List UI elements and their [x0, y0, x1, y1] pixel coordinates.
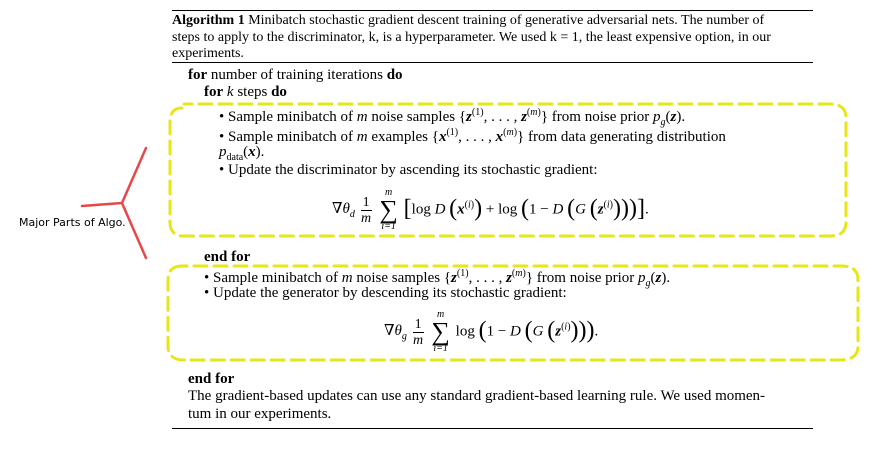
algorithm-caption-line3: experiments.: [172, 46, 244, 61]
gen-step-2: • Update the generator by descending its stochastic gradient:: [204, 285, 567, 301]
for-inner-line: for k steps do: [204, 84, 287, 100]
caption-rule: [172, 62, 813, 63]
footer-line2: tum in our experiments.: [188, 406, 332, 422]
annotation-label: Major Parts of Algo.: [19, 216, 126, 229]
disc-step-2-cont: $p_{data}(x)$.: [219, 144, 265, 163]
for-outer-line: for number of training iterations do: [188, 67, 403, 83]
footer-line1: The gradient-based updates can use any standard gradient-based learning rule. We used momen-: [188, 388, 766, 404]
annotation-bracket: [82, 148, 146, 258]
gen-gradient-equation: $\nabla\theta_g$ $\frac{1}{m}$ m ∑ i=1 log (1 − D (G $(z^{(i)})$)).: [384, 309, 599, 354]
fraction-1-over-m: $\frac{1}{m}$: [413, 316, 424, 348]
top-rule: [172, 10, 813, 11]
summation-symbol: m ∑ i=1: [379, 187, 398, 232]
end-for-inner: end for: [204, 249, 251, 265]
summation-symbol: m ∑ i=1: [431, 309, 450, 354]
algorithm-label: Algorithm 1: [172, 13, 245, 28]
disc-step-1: • Sample minibatch of m noise samples {$z^{(1)}$, . . . , $z^{(m)}$} from noise prior $p_g(z)$.: [219, 107, 686, 128]
disc-step-2: • Sample minibatch of m examples {$x^{(1)}$, . . . , $x^{(m)}$} from data generating distribution: [219, 127, 726, 145]
disc-gradient-equation: $\nabla\theta_d$ $\frac{1}{m}$ m ∑ i=1 [log D $(x^{(i)}) + \log (1 - D$ (G $(z^{(i)})$))].: [332, 187, 649, 232]
fraction-1-over-m: $\frac{1}{m}$: [361, 194, 372, 226]
disc-step-3: • Update the discriminator by ascending its stochastic gradient:: [219, 162, 598, 178]
algorithm-caption-line2: steps to apply to the discriminator, k, is a hyperparameter. We used k = 1, the least expensive option, in our: [172, 30, 771, 45]
algorithm-caption-line1: Algorithm 1 Minibatch stochastic gradient descent training of generative adversarial nets. The number of: [172, 13, 765, 28]
end-for-outer: end for: [188, 371, 235, 387]
gen-step-1: • Sample minibatch of m noise samples {$z^{(1)}$, . . . , $z^{(m)}$} from noise prior $p_g(z)$.: [204, 268, 671, 289]
bottom-rule: [172, 428, 813, 429]
